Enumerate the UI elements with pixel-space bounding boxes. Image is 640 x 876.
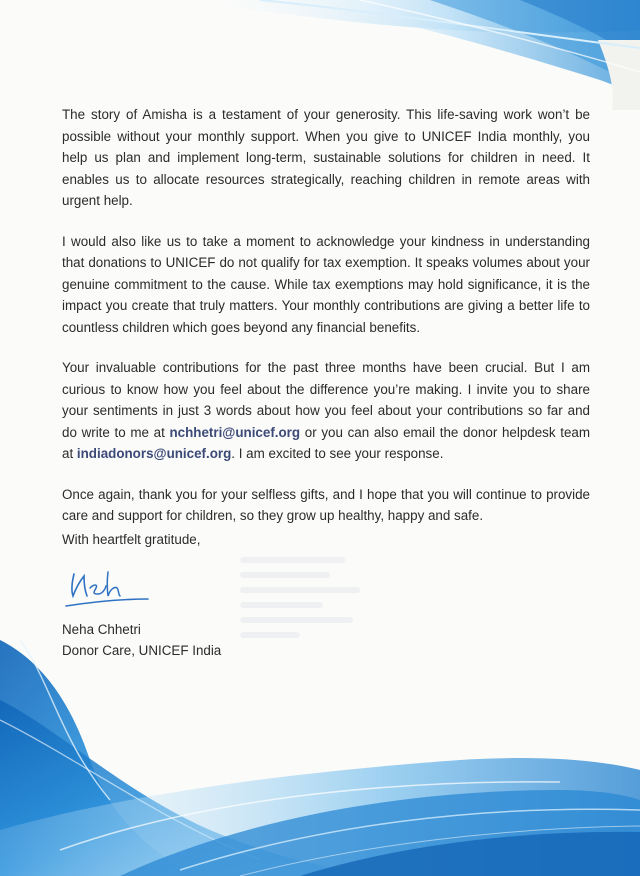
- signer-title: Donor Care, UNICEF India: [62, 643, 222, 658]
- email-link-indiadonors[interactable]: indiadonors@unicef.org: [76, 446, 232, 461]
- signer-block: [62, 619, 221, 661]
- paragraph-4: Once again, thank you for your selfless gifts, and I hope that you will continue to provide care and support for children, so they grow up healthy, happy and safe.: [62, 486, 590, 523]
- paragraph-3-text-a: Your invaluable contributions for the past three months have been crucial. But I am curious to know how you feel about the difference you’re making. I invite you to share your sentiments in just 3 words about how you feel about your contributions so far and do write to me at: [62, 360, 590, 440]
- closing-line: With heartfelt gratitude,: [62, 532, 201, 547]
- paragraph-3-text-c: . I am excited to see your response.: [231, 446, 444, 461]
- faint-bleed-through-text: [240, 548, 390, 668]
- handwritten-signature: [62, 566, 154, 612]
- email-link-nchhetri[interactable]: nchhetri@unicef.org: [169, 424, 301, 440]
- paragraph-1: The story of Amisha is a testament of your generosity. This life-saving work won’t be possible without your monthly support. When you give to UNICEF India monthly, you help us plan and implement long-term, sustainable solutions for children in need. It enables us to allocate resources strategically, reaching children in remote areas with urgent help.: [62, 107, 590, 208]
- letter-body: [62, 104, 590, 546]
- paragraph-2: I would also like us to take a moment to acknowledge your kindness in understanding that donations to UNICEF do not qualify for tax exemption. It speaks volumes about your genuine commitment to the cause. While tax exemptions may hold significance, it is the impact you create that truly matters. Your monthly contributions are giving a better life to countless children which goes beyond any financial benefits.: [62, 233, 590, 335]
- signer-name: Neha Chhetri: [62, 622, 141, 637]
- paragraph-3-text-b: or you can also email the donor helpdesk team at: [62, 424, 590, 461]
- paragraph-3: [62, 357, 590, 465]
